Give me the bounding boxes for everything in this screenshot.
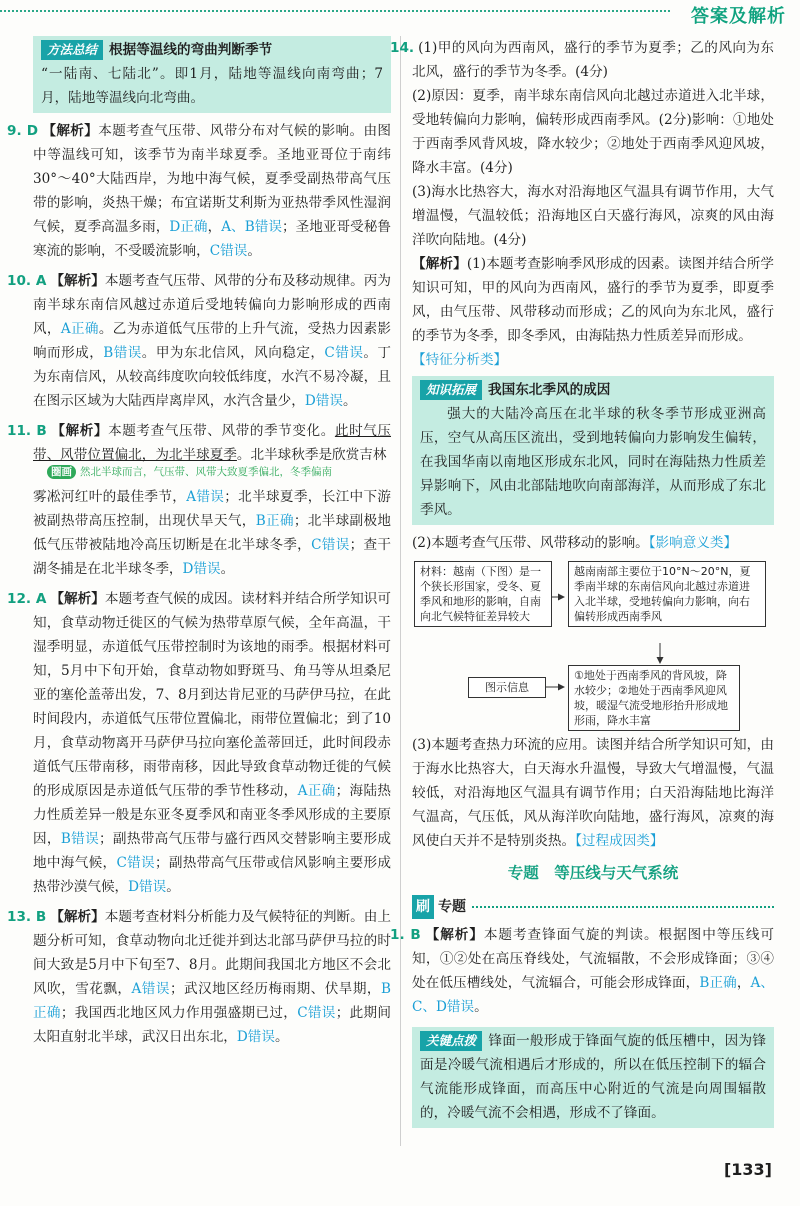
wrong-mark: C错误 (297, 1005, 336, 1021)
answer-text: 本题考查气候的成因。读材料并结合所学知识可知，食草动物迁徙区的气候为热带草原气候，全年高温，干湿季明显，赤道低气压带控制时为该地的雨季。根据材料可知，5月中下旬开始，食草动物如野斑马、角马等从坦桑尼亚的塞伦盖蒂出发，7、8月到达肯尼亚的马萨伊马拉，在此时间段内，赤道低气压带位置偏北，雨带位置偏北；到了10月，食草动物离开马萨伊马拉向塞伦盖蒂回迁，此时间段赤道低气压带南移，雨带南移，因此导致食草动物迁徙的气候的形成原因是赤道低气压带的季节性移动， (33, 591, 391, 799)
answer-number: 14. (390, 40, 415, 56)
answer-text: 本题考查材料分析能力及气候特征的判断。由上题分析可知，食草动物向北迁徙并到达北部马萨伊马拉的时间大致是5月中下旬至7、8月。此期间我国北方地区不会北风吹，雪花飘， (33, 909, 391, 997)
answer-text: (3)本题考查热力环流的应用。读图并结合所学知识可知，由于海水比热容大，白天海水升温慢，导致大气增温慢，气温较低，对沿海地区气温具有调节作用；白天沿海陆地比海洋气温高，气压低，风从海洋吹向陆地，盛行海风，凉爽的海风使白天并不是特别炎热。 (412, 737, 774, 849)
correct-mark: A正确 (60, 321, 99, 337)
analysis-tag: 【解析】 (50, 423, 109, 439)
answer-11-cont (33, 485, 391, 581)
answer-number: 10. A (7, 273, 47, 289)
answer-text: ， (207, 219, 222, 235)
box-body: 强大的大陆冷高压在北半球的秋冬季节形成亚洲高压，空气从高压区流出，受到地转偏向力影响发生偏转，在我国华南以南地区形成东北风，同时在海陆热力性质差异影响下，风由北部陆地吹向南部海洋，从而形成了东北季风。 (420, 406, 766, 518)
key-point-badge: 关键点拨 (420, 1031, 482, 1051)
answer-13 (7, 905, 392, 1049)
answer-text: ；北半球副极地低气压带被陆地冷高压切断是在北半球冬季， (33, 513, 391, 553)
answer-text: 。 (275, 1029, 289, 1045)
column-divider (400, 36, 401, 1146)
right-column (390, 36, 775, 1134)
correct-mark: B正确 (33, 981, 391, 1021)
dotted-rule (472, 906, 774, 908)
answer-text: (3)海水比热容大，海水对沿海地区气温具有调节作用，大气增温慢，气温较低；沿海地区白天盛行海风，凉爽的风由海洋吹向陆地。(4分) (412, 184, 774, 248)
answer-text: (1)甲的风向为西南风，盛行的季节为夏季；乙的风向为东北风，盛行的季节为冬季。(4分) (412, 40, 774, 80)
key-point-box (412, 1027, 774, 1128)
answer-text: 本题考查气压带、风带的季节变化。 (108, 423, 335, 439)
answer-number: 13. B (7, 909, 47, 925)
answer-text: (2)原因：夏季，南半球东南信风向北越过赤道进入北半球，受地转偏向力影响，偏转形成西南季风。(2分)影响：①地处于西南季风背风坡，降水较少；②地处于西南季风迎风坡，降水丰富。(4分) (412, 88, 774, 176)
wrong-mark: A错误 (131, 981, 170, 997)
wrong-mark: C错误 (324, 345, 364, 361)
answer-12 (7, 587, 392, 899)
answer-14-part1 (390, 36, 774, 84)
analysis-tag: 【解析】 (50, 273, 105, 289)
section-title: 专题 等压线与天气系统 (507, 864, 679, 882)
answer-text: ；我国西北地区风力作用强盛期已过， (60, 1005, 298, 1021)
answer-number: 1. B (390, 927, 421, 943)
answer-14-part2 (412, 84, 774, 180)
answer-14-analysis (412, 252, 774, 348)
answer-number: 11. B (7, 423, 47, 439)
page-number: [133] (723, 1160, 772, 1179)
south-vietnam-box: 越南南部主要位于10°N～20°N，夏季南半球的东南信风向北越过赤道进入北半球，受地转偏向力影响，向右偏转形成西南季风 (568, 561, 766, 627)
effect-box: ①地处于西南季风的背风坡，降水较少；②地处于西南季风迎风坡，暖湿气流受地形抬升形成地形雨，降水丰富 (568, 665, 740, 731)
answer-number: 9. D (7, 123, 39, 139)
method-summary-box (33, 36, 391, 113)
answer-text: 。 (166, 879, 180, 895)
wrong-mark: C错误 (209, 243, 248, 259)
reasoning-diagram (412, 559, 774, 729)
type-label: 【特征分析类】 (412, 352, 508, 368)
answer-text: 。 (474, 999, 488, 1015)
answer-9 (7, 119, 392, 263)
analysis-tag: 【解析】 (412, 256, 467, 272)
type-label: 【过程成因类】 (575, 833, 664, 849)
answer-text: 。丁为东南信风，从较高纬度吹向较低纬度，水汽不易冷凝，且在图示区域为大陆西岸离岸风，水汽含量少， (33, 345, 392, 409)
wrong-mark: A错误 (186, 489, 225, 505)
header-rule (0, 10, 670, 12)
answer-text: ；副热带高气压带与盛行西风交替影响主要形成地中海气候， (33, 831, 391, 871)
answer-text: 。 (342, 393, 357, 409)
section-label (412, 895, 774, 919)
answer-text: ；副热带高气压带或信风影响主要形成热带沙漠气候， (33, 855, 392, 895)
answer-11 (7, 419, 392, 467)
correct-mark: A正确 (297, 783, 336, 799)
answer-text: 。 (247, 243, 261, 259)
answer-number: 12. A (7, 591, 47, 607)
underlined-text: 此时气压带、风带位置偏北，为北半球夏季 (33, 423, 392, 463)
answer-14-part3 (412, 180, 774, 252)
wrong-mark: D错误 (182, 561, 221, 577)
answer-text: 本题考查气压带、风带分布对气候的影响。由图中等温线可知，该季节为南半球夏季。圣地亚哥位于南纬30°～40°大陆西岸，为地中海气候，夏季受副热带高气压带的影响，炎热干燥；布宜诺斯艾利斯为亚热带季风性湿润气候，夏季高温多雨， (33, 123, 392, 235)
pen-icon: 圈画 (47, 465, 76, 479)
answer-text: 本题考查锋面气旋的判读。根据图中等压线可知，①②处在高压脊线处，气流辐散，不会形成锋面；③④处在低压槽线处，气流辐合，可能会形成锋面， (412, 927, 775, 991)
wrong-mark: B错误 (60, 831, 99, 847)
answer-text: 。北半球秋季是欣赏吉林 (236, 447, 387, 463)
box-body: “一陆南、七陆北”。即1月，陆地等温线向南弯曲；7月，陆地等温线向北弯曲。 (41, 66, 383, 106)
analysis-tag: 【解析】 (50, 909, 105, 925)
section-label-text: 专题 (438, 899, 466, 915)
analysis-tag: 【解析】 (50, 591, 105, 607)
page-header-title: 答案及解析 (691, 6, 786, 27)
answer-text: ；武汉地区经历梅雨期、伏旱期， (169, 981, 381, 997)
left-column (7, 36, 392, 1049)
correct-mark: B正确 (699, 975, 737, 991)
type-label: 【影响意义类】 (648, 535, 738, 551)
answer-text: ；圣地亚哥受秘鲁寒流的影响，不受暖流影响， (33, 219, 392, 259)
handwritten-note (47, 465, 391, 479)
answer-text: 本题考查气压带、风带的分布及移动规律。丙为南半球东南信风越过赤道后受地转偏向力影响形成的西南风， (33, 273, 391, 337)
answer-text: ， (736, 975, 751, 991)
answer-14-part2-analysis (412, 531, 774, 555)
answer-text: 雾凇河红叶的最佳季节， (33, 489, 187, 505)
analysis-tag: 【解析】 (42, 123, 99, 139)
answer-text: ；海陆热力性质差异一般是东亚冬夏季风和南亚冬季风形成的主要原因， (33, 783, 391, 847)
box-title: 根据等温线的弯曲判断季节 (109, 42, 273, 58)
correct-mark: D正确 (169, 219, 208, 235)
answer-text: 。乙为赤道低气压带的上升气流，受热力因素影响而形成， (33, 321, 392, 361)
wrong-mark: C错误 (311, 537, 350, 553)
answer-text: ；北半球夏季，长江中下游被副热带高压控制，出现伏旱天气， (33, 489, 392, 529)
method-summary-badge: 方法总结 (41, 40, 103, 60)
answer-text: (2)本题考查气压带、风带移动的影响。 (412, 535, 649, 551)
answer-1 (390, 923, 775, 1019)
note-text: 然北半球而言，气压带、风带大致夏季偏北，冬季偏南 (80, 466, 332, 478)
box-body: 锋面一般形成于锋面气旋的低压槽中，因为锋面是冷暖气流相遇后才形成的，所以在低压控制下的辐合气流能形成锋面，而高压中心附近的气流是向周围辐散的，冷暖气流不会相遇，形成不了锋面。 (420, 1033, 766, 1121)
knowledge-badge: 知识拓展 (420, 380, 482, 400)
answer-text: 。甲为东北信风，风向稳定， (141, 345, 325, 361)
wrong-mark: D错误 (236, 1029, 275, 1045)
analysis-tag: 【解析】 (424, 927, 484, 943)
answer-text: ；查干湖冬捕是在北半球冬季， (33, 537, 392, 577)
answer-10 (7, 269, 392, 413)
correct-mark: B正确 (255, 513, 294, 529)
answer-text: 。 (220, 561, 235, 577)
section-badge: 刷 (412, 895, 434, 919)
material-box: 材料：越南（下图）是一个狭长形国家，受冬、夏季风和地形的影响，自南向北气候特征差异较大 (414, 561, 552, 627)
wrong-mark: A、C、D错误 (412, 975, 775, 1015)
wrong-mark: A、B错误 (221, 219, 282, 235)
knowledge-extension-box (412, 376, 774, 525)
wrong-mark: C错误 (116, 855, 155, 871)
figure-info-box: 图示信息 (468, 677, 546, 698)
answer-14-part3-analysis (412, 733, 774, 853)
wrong-mark: D错误 (304, 393, 343, 409)
box-title: 我国东北季风的成因 (488, 382, 611, 398)
answer-text: (1)本题考查影响季风形成的因素。读图并结合所学知识可知，甲的风向为西南风，盛行的季节为夏季，即夏季风，由气压带、风带移动而形成；乙的风向为东北风，盛行的季节为冬季，即冬季风，由海陆热力性质差异而形成。 (412, 256, 774, 344)
answer-text: ；此期间太阳直射北半球，武汉日出东北， (33, 1005, 392, 1045)
wrong-mark: D错误 (128, 879, 167, 895)
wrong-mark: B错误 (103, 345, 142, 361)
